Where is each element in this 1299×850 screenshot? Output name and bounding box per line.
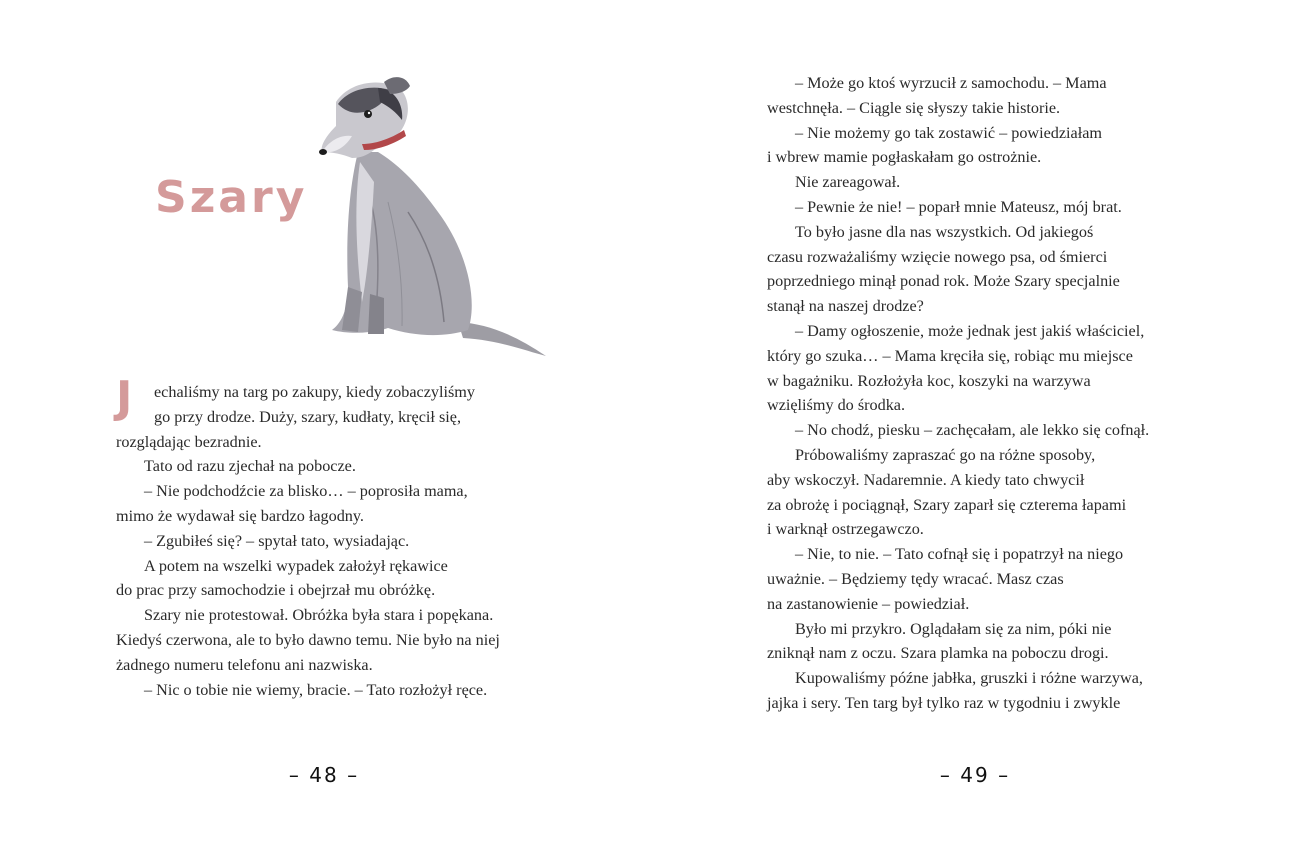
paragraph-line: – Nie, to nie. – Tato cofnął się i popatrzył na niego	[795, 545, 1124, 564]
paragraph-line: uważnie. – Będziemy tędy wracać. Masz czas	[767, 569, 1064, 588]
paragraph-line: To było jasne dla nas wszystkich. Od jakiegoś	[795, 222, 1094, 241]
paragraph-line: i wbrew mamie pogłaskałam go ostrożnie.	[767, 148, 1042, 167]
paragraph-line: – Zgubiłeś się? – spytał tato, wysiadając.	[144, 531, 410, 550]
left-page	[0, 0, 649, 850]
page-number: – 49 –	[939, 763, 1011, 787]
chapter-title: Szary	[155, 172, 308, 223]
paragraph-line: – Damy ogłoszenie, może jednak jest jakiś właściciel,	[795, 321, 1145, 340]
paragraph-line: go przy drodze. Duży, szary, kudłaty, kręcił się,	[154, 407, 461, 426]
paragraph-line: – Nie podchodźcie za blisko… – poprosiła mama,	[144, 482, 468, 501]
right-page	[650, 0, 1299, 850]
paragraph-line: rozglądając bezradnie.	[116, 432, 262, 451]
paragraph-line: Szary nie protestował. Obróżka była stara i popękana.	[144, 606, 494, 625]
paragraph-line: westchnęła. – Ciągle się słyszy takie historie.	[767, 98, 1061, 117]
paragraph-line: Próbowaliśmy zapraszać go na różne sposoby,	[795, 445, 1096, 464]
paragraph-line: echaliśmy na targ po zakupy, kiedy zobaczyliśmy	[154, 383, 475, 401]
paragraph-line: który go szuka… – Mama kręciła się, robiąc mu miejsce	[767, 346, 1133, 365]
paragraph-line: A potem na wszelki wypadek założył rękawice	[144, 556, 448, 575]
right-page-text	[767, 71, 1207, 716]
drop-cap: J	[116, 372, 133, 423]
paragraph-line: poprzedniego minął ponad rok. Może Szary specjalnie	[767, 272, 1120, 291]
paragraph-line: – Nic o tobie nie wiemy, bracie. – Tato rozłożył ręce.	[144, 680, 488, 699]
paragraph-line: Kiedyś czerwona, ale to było dawno temu. Nie było na niej	[116, 630, 500, 649]
paragraph-line: i warknął ostrzegawczo.	[767, 520, 924, 539]
paragraph-line: czasu rozważaliśmy wzięcie nowego psa, od śmierci	[767, 247, 1108, 266]
paragraph-line: stanął na naszej drodze?	[767, 297, 924, 316]
paragraph-line: Kupowaliśmy późne jabłka, gruszki i różne warzywa,	[795, 669, 1143, 688]
paragraph-line: – Nie możemy go tak zostawić – powiedziałam	[795, 123, 1103, 142]
left-page-text	[116, 380, 556, 702]
paragraph-line: w bagażniku. Rozłożyła koc, koszyki na warzywa	[767, 371, 1091, 390]
paragraph-line: do prac przy samochodzie i obejrzał mu obróżkę.	[116, 581, 436, 600]
page-number: – 48 –	[288, 763, 360, 787]
grey-dog-illustration	[318, 72, 558, 364]
paragraph-line: mimo że wydawał się bardzo łagodny.	[116, 506, 364, 525]
paragraph-line: wzięliśmy do środka.	[767, 396, 906, 415]
paragraph-line: zniknął nam z oczu. Szara plamka na poboczu drogi.	[767, 644, 1109, 663]
paragraph-line: Było mi przykro. Oglądałam się za nim, póki nie	[795, 619, 1112, 638]
paragraph-line: – No chodź, piesku – zachęcałam, ale lekko się cofnął.	[795, 421, 1150, 440]
paragraph-line: na zastanowienie – powiedział.	[767, 594, 970, 613]
paragraph-line: – Pewnie że nie! – poparł mnie Mateusz, mój brat.	[795, 197, 1122, 216]
paragraph-line: jajka i sery. Ten targ był tylko raz w tygodniu i zwykle	[767, 693, 1121, 712]
paragraph-line: – Może go ktoś wyrzucił z samochodu. – Mama	[795, 74, 1107, 92]
paragraph-line: żadnego numeru telefonu ani nazwiska.	[116, 655, 373, 674]
paragraph-line: aby wskoczył. Nadaremnie. A kiedy tato chwycił	[767, 470, 1085, 489]
paragraph-line: za obrożę i pociągnął, Szary zaparł się czterema łapami	[767, 495, 1127, 514]
paragraph-line: Nie zareagował.	[795, 173, 901, 192]
paragraph-line: Tato od razu zjechał na pobocze.	[144, 457, 356, 476]
